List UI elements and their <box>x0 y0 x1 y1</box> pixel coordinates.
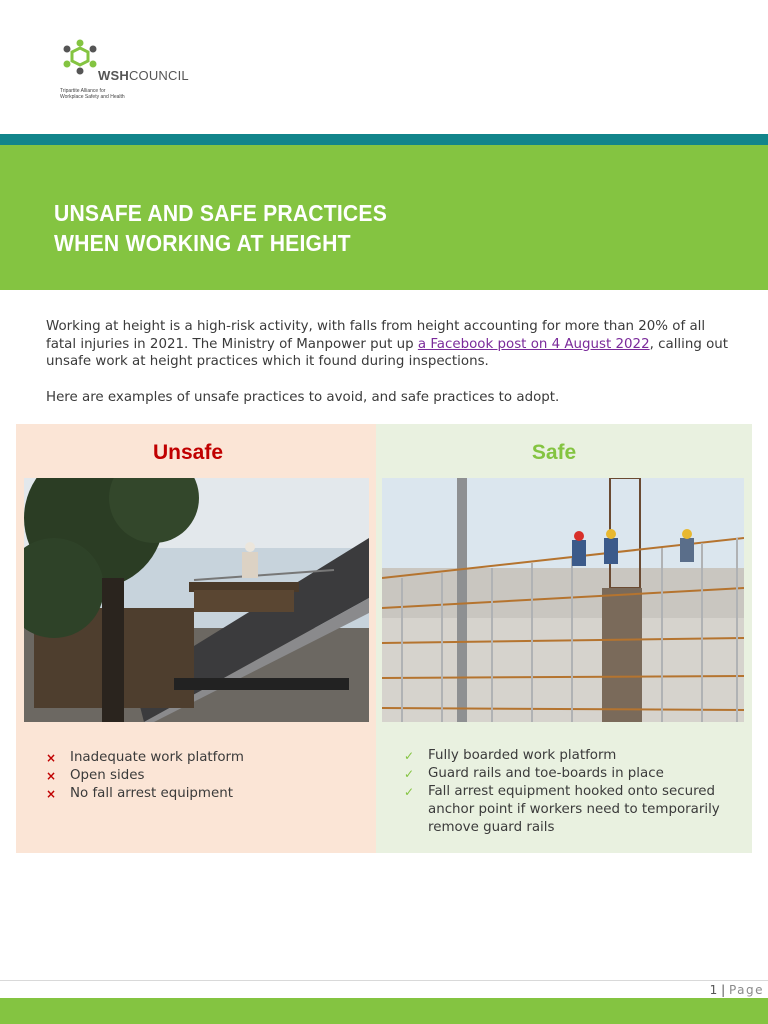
facebook-post-link[interactable]: a Facebook post on 4 August 2022 <box>417 336 650 352</box>
logo-tagline: Tripartite Alliance for Workplace Safety and Health <box>60 88 125 100</box>
safe-panel <box>376 424 752 853</box>
list-item: × Inadequate work platform <box>46 750 244 765</box>
list-item: ✓ Guard rails and toe-boards in place <box>404 766 664 781</box>
header-teal-bar <box>0 134 768 145</box>
safe-photo <box>382 478 744 722</box>
check-icon: ✓ <box>404 749 415 763</box>
check-icon: ✓ <box>404 767 415 781</box>
cross-icon: × <box>46 751 57 765</box>
page-title-line-2: WHEN WORKING AT HEIGHT <box>54 230 351 256</box>
safe-list <box>404 747 724 837</box>
footer-divider <box>0 980 768 981</box>
logo-wordmark: WSHCOUNCIL <box>98 68 189 83</box>
cross-icon: × <box>46 787 57 801</box>
wsh-council-logo <box>58 38 198 108</box>
unsafe-heading: Unsafe <box>152 441 224 464</box>
intro-paragraph: Working at height is a high-risk activity, with falls from height accounting for more than 20% of all fatal injuries in 2021. The Ministry of Manpower put up a Facebook post on 4 August 2022, calling out unsafe work at height practices which it found during inspections. <box>46 319 729 369</box>
safe-heading: Safe <box>531 441 577 464</box>
page-title-line-1: UNSAFE AND SAFE PRACTICES <box>54 200 387 226</box>
page-number: 1 | Page <box>709 983 764 997</box>
unsafe-panel <box>16 424 376 853</box>
cross-icon: × <box>46 769 57 783</box>
unsafe-photo <box>24 478 369 722</box>
list-item: × No fall arrest equipment <box>46 786 233 801</box>
list-item: ✓ Fall arrest equipment hooked onto secured anchor point if workers need to temporarily remove guard rails <box>404 784 720 835</box>
check-icon: ✓ <box>404 785 415 799</box>
intro-paragraph-2: Here are examples of unsafe practices to avoid, and safe practices to adopt. <box>46 390 560 405</box>
wsh-logo-mark-icon <box>60 38 100 78</box>
page-title <box>54 198 606 258</box>
footer-green-band <box>0 998 768 1024</box>
list-item: ✓ Fully boarded work platform <box>404 748 617 763</box>
unsafe-list <box>46 749 244 803</box>
list-item: × Open sides <box>46 768 145 783</box>
